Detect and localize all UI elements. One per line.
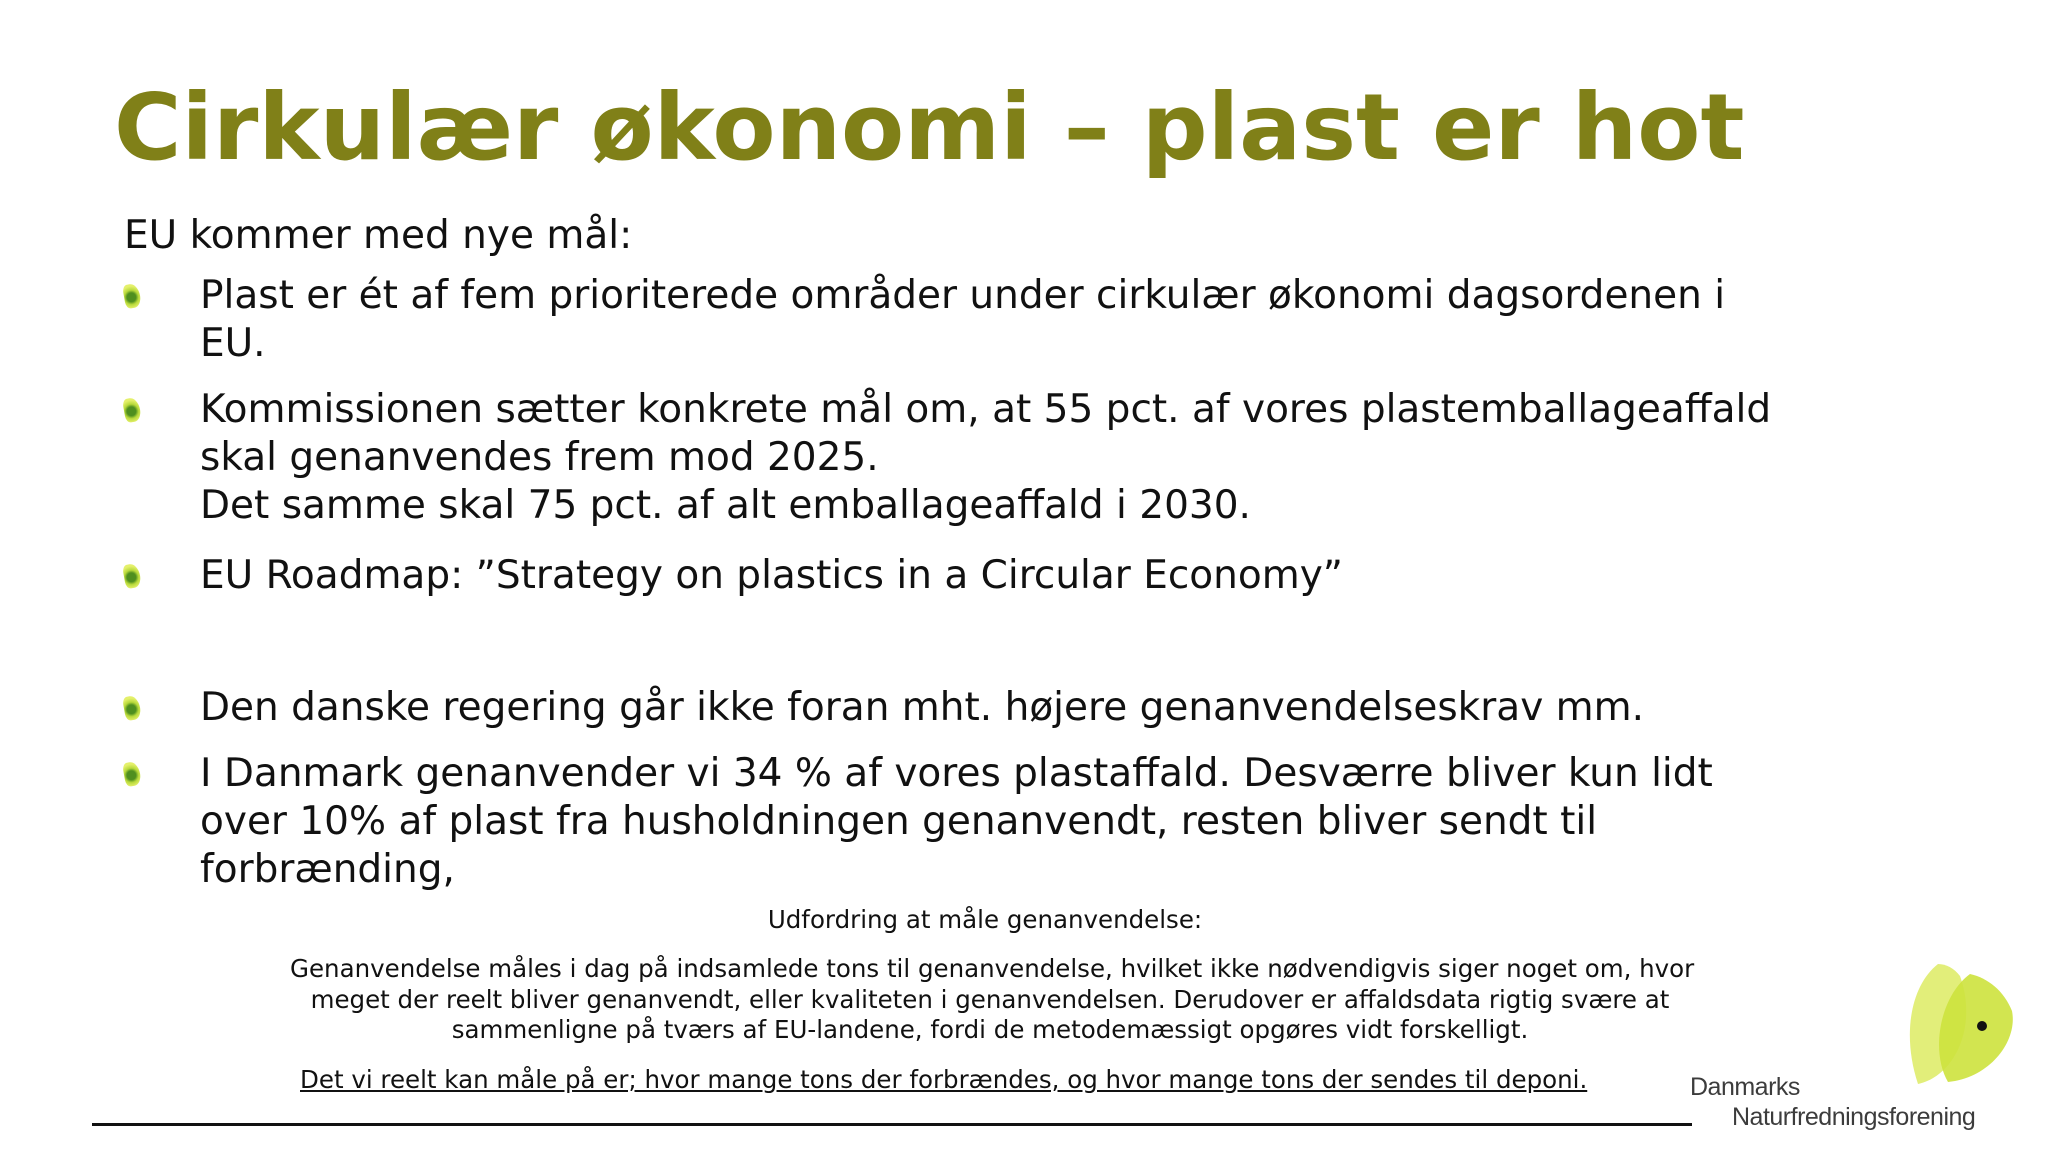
note-body — [290, 954, 1695, 1046]
bullet-line: I Danmark genanvender vi 34 % af vores plastaffald. Desværre bliver kun lidt — [200, 751, 1713, 796]
bullet-line: EU Roadmap: ”Strategy on plastics in a Circular Economy” — [200, 553, 1344, 598]
note-line: Genanvendelse måles i dag på indsamlede tons til genanvendelse, hvilket ikke nødvendigvis siger noget om, hvor — [290, 954, 1695, 983]
leaf-bullet-icon — [124, 552, 160, 600]
bullet-line: forbrænding, — [200, 847, 455, 892]
note-line: meget der reelt bliver genanvendt, eller kvaliteten i genanvendelsen. Derudover er affaldsdata rigtig svære at — [310, 984, 1670, 1014]
intro-text: EU kommer med nye mål: — [124, 213, 633, 258]
footer-divider — [92, 1123, 1692, 1126]
bullet-line: Kommissionen sætter konkrete mål om, at 55 pct. af vores plastemballageaffald — [200, 387, 1772, 432]
organization-name-line: Danmarks — [1690, 1073, 1800, 1101]
leaf-bullet-icon — [124, 750, 160, 798]
leaf-bullet-icon — [124, 386, 160, 434]
slide-title: Cirkulær økonomi – plast er hot — [114, 74, 1745, 181]
bullet-item — [200, 684, 1644, 732]
bullet-item — [200, 552, 1343, 600]
bullet-line: Det samme skal 75 pct. af alt emballageaffald i 2030. — [200, 483, 1251, 528]
bullet-line: over 10% af plast fra husholdningen genanvendt, resten bliver sendt til — [200, 799, 1598, 844]
leaf-bullet-icon — [124, 684, 160, 732]
note-line: sammenligne på tværs af EU-landene, fordi de metodemæssigt opgøres vidt forskelligt. — [451, 1015, 1529, 1044]
leaf-bullet-icon — [124, 272, 160, 320]
note-heading: Udfordring at måle genanvendelse: — [767, 905, 1203, 934]
bullet-item — [200, 750, 1713, 894]
bullet-line: Den danske regering går ikke foran mht. højere genanvendelseskrav mm. — [200, 685, 1645, 730]
bullet-line: Plast er ét af fem prioriterede områder under cirkulær økonomi dagsordenen i — [200, 273, 1726, 318]
organization-name — [1690, 1072, 1975, 1132]
organization-name-line: Naturfredningsforening — [1732, 1103, 1976, 1131]
bullet-line: EU. — [200, 321, 266, 366]
bullet-item — [200, 272, 1725, 368]
bullet-item — [200, 386, 1771, 530]
bullet-line: skal genanvendes frem mod 2025. — [200, 435, 879, 480]
note-emphasis: Det vi reelt kan måle på er; hvor mange tons der forbrændes, og hvor mange tons der sendes til deponi. — [300, 1065, 1588, 1094]
